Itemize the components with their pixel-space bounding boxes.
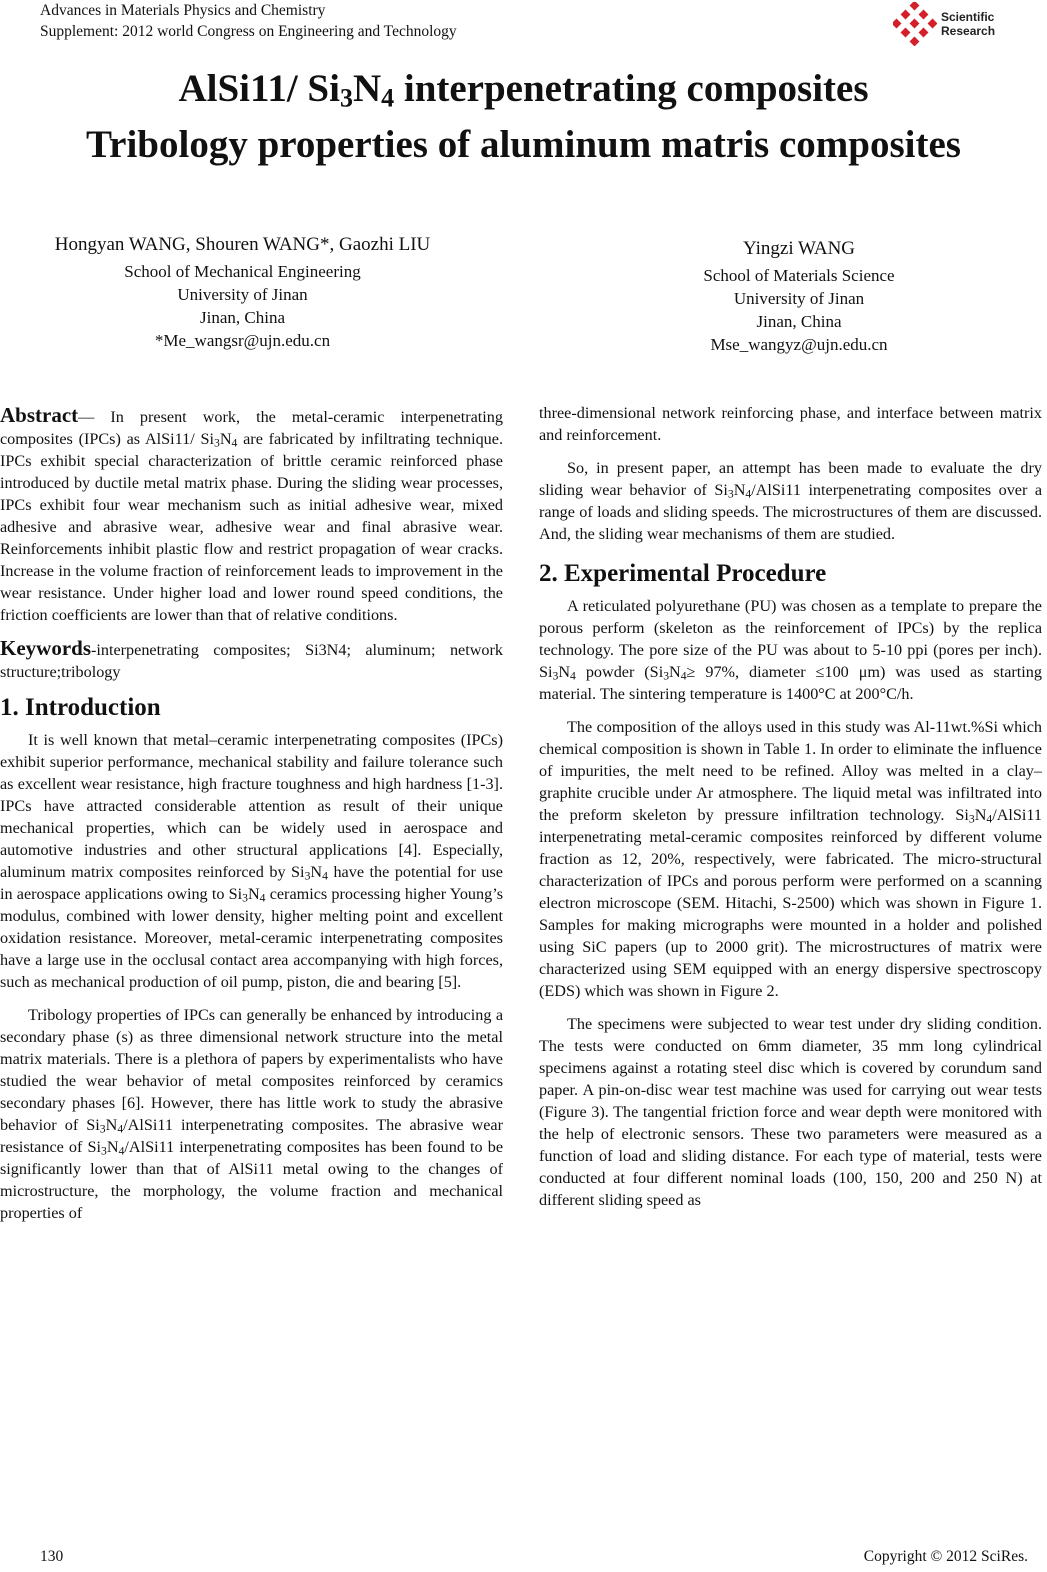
running-header — [40, 0, 457, 42]
left-column — [0, 404, 503, 1224]
intro-paragraph-2: Tribology properties of IPCs can generally be enhanced by introducing a secondary phase (s) as three dimensional network structure into the metal matrix materials. There is a plethora of papers by experimentalists who have studied the wear behavior of metal composites reinforced by ceramics secondary phases [6]. However, there has little work to study the abrasive behavior of $Si_3N_4/AlSi11$ interpenetrating composites. The abrasive wear resistance of $Si_3N_4/AlSi11$ interpenetrating composites has been found to be significantly lower than that of AlSi11 metal owing to the changes of microstructure, the morphology, the volume fraction and mechanical properties of — [0, 1006, 503, 1222]
continued-paragraph: three-dimensional network reinforcing phase, and interface between matrix and reinforcement. — [539, 404, 1042, 444]
scientific-research-logo-icon — [893, 2, 937, 46]
experimental-paragraph-2: The composition of the alloys used in this study was Al-11wt.%Si which chemical composition is shown in Table 1. In order to eliminate the influence of impurities, the melt need to be refined. Alloy was melted in a clay–graphite crucible under Ar atmosphere. The liquid metal was infiltrated into the preform skeleton by pressure infiltration technology. $Si_3N_4/AlSi11$ interpenetrating metal-ceramic composites reinforced by different volume fraction as 12, 20%, respectively, were fabricated. The micro-structural characterization of IPCs and porous perform were performed on a scanning electron microscope (SEM. Hitachi, S-2500) which was shown in Figure 1. Samples for making micrographs were mounted in a holder and polished using SiC papers (up to 2000 grit). The microstructures of matrix were characterized using SEM equipped with an energy dispersive spectroscopy (EDS) which was shown in Figure 2. — [539, 718, 1042, 1000]
section-heading-introduction: 1. Introduction — [0, 694, 161, 721]
keywords-paragraph: Keywords-interpenetrating composites; Si3N4; aluminum; network structure;tribology — [0, 636, 503, 681]
right-column — [539, 402, 1042, 1211]
journal-name: Advances in Materials Physics and Chemistry — [40, 2, 326, 19]
paper-title-line-2: Tribology properties of aluminum matris composites — [86, 123, 961, 166]
keywords-label: Keywords — [0, 636, 91, 660]
author-city: Jinan, China — [756, 312, 842, 331]
author-university: University of Jinan — [733, 289, 865, 308]
author-block-left — [20, 233, 465, 352]
logo-line-2: Research — [941, 24, 996, 38]
logo-line-1: Scientific — [941, 10, 995, 24]
supplement-name: Supplement: 2012 world Congress on Engineering and Technology — [40, 23, 457, 40]
copyright-notice: Copyright © 2012 SciRes. — [863, 1548, 1028, 1565]
logo-text — [941, 10, 995, 38]
author-university: University of Jinan — [177, 285, 308, 304]
author-department: School of Mechanical Engineering — [124, 262, 361, 281]
experimental-paragraph-1: A reticulated polyurethane (PU) was chosen as a template to prepare the porous perform (skeleton as the reinforcement of IPCs) by the replica technology. The pore size of the PU was about to 5-10 ppi (pores per inch). $Si_3N_4$ powder ($Si_3N_4\ge 97\%$, diameter ≤100 μm) was used as starting material. The sintering temperature is 1400°C at 200°C/h. — [539, 597, 1042, 703]
author-email: *Me_wangsr@ujn.edu.cn — [154, 331, 331, 350]
publisher-logo — [893, 0, 1005, 48]
author-names: Hongyan WANG, Shouren WANG*, Gaozhi LIU — [54, 234, 431, 255]
paper-title-line-1: AlSi11/ $Si_3N_4$ interpenetrating composites — [178, 67, 869, 113]
objective-paragraph: So, in present paper, an attempt has been made to evaluate the dry sliding wear behavior of $Si_3N_4/AlSi11$ interpenetrating composites over a range of loads and sliding speeds. The microstructures of them are discussed. And, the sliding wear mechanisms of them are studied. — [539, 459, 1042, 543]
abstract-paragraph: Abstract— In present work, the metal-ceramic interpenetrating composites (IPCs) as AlSi11/ $Si_3N_4$ are fabricated by infiltrating technique. IPCs exhibit special characterization of brittle ceramic reinforced phase introduced by ductile metal matrix phase. During the sliding wear processes, IPCs exhibit four wear mechanism such as initial adhesive wear, mixed adhesive and abrasive wear, adhesive wear and final abrasive wear. Reinforcements inhibit plastic flow and restrict propagation of wear cracks. Increase in the volume fraction of reinforcement leads to improvement in the wear resistance. Under higher load and lower round speed conditions, the friction coefficients are lower than that of relative conditions. — [0, 403, 503, 624]
page-number: 130 — [40, 1548, 64, 1565]
abstract-label: Abstract — [0, 403, 79, 427]
section-heading-experimental: 2. Experimental Procedure — [539, 560, 827, 587]
author-names: Yingzi WANG — [742, 238, 856, 259]
intro-paragraph-1: It is well known that metal–ceramic interpenetrating composites (IPCs) exhibit superior performance, mechanical stability and failure tolerance such as excellent wear resistance, high fracture toughness and high hardness [1-3]. IPCs have attracted considerable attention as result of their unique mechanical properties, which can be widely used in aerospace and automotive industries and other structural applications [4]. Especially, aluminum matrix composites reinforced by $Si_3N_4$ have the potential for use in aerospace applications owing to $Si_3N_4$ ceramics processing higher Young’s modulus, combined with lower density, higher melting point and excellent oxidation resistance. Moreover, metal-ceramic interpenetrating composites have a large use in the occlusal contact area accompanying with high forces, such as mechanical production of oil pump, piston, die and bearing [5]. — [0, 731, 504, 991]
author-department: School of Materials Science — [703, 266, 895, 285]
author-block-right — [574, 237, 1024, 356]
author-city: Jinan, China — [200, 308, 285, 327]
experimental-paragraph-3: The specimens were subjected to wear test under dry sliding condition. The tests were conducted on 6mm diameter, 35 mm long cylindrical specimens against a rotating steel disc which is covered by corundum sand paper. A pin-on-disc wear test machine was used for carrying out wear tests (Figure 3). The tangential friction force and wear depth were monitored with the help of electronic sensors. These two parameters were measured as a function of load and sliding distance. For each type of material, tests were conducted at four different nominal loads (100, 150, 200 and 250 N) at different sliding speed as — [539, 1015, 1042, 1209]
author-email: Mse_wangyz@ujn.edu.cn — [710, 335, 888, 354]
